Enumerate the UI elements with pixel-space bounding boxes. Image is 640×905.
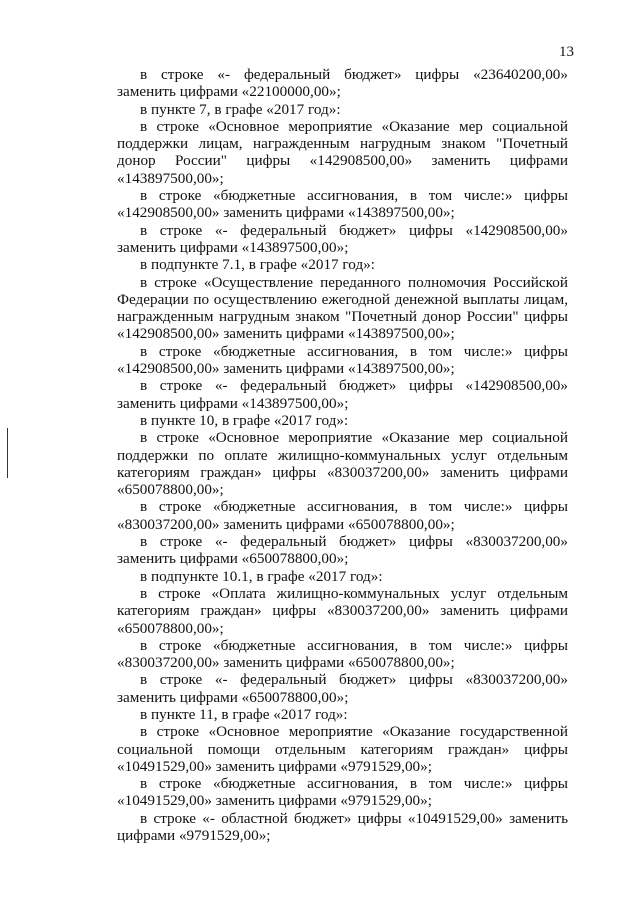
paragraph: в строке «- областной бюджет» цифры «10491529,00» заменить цифрами «9791529,00»;: [117, 809, 568, 845]
paragraph: в строке «- федеральный бюджет» цифры «142908500,00» заменить цифрами «143897500,00»;: [117, 377, 568, 412]
margin-mark: [7, 428, 8, 478]
page-number: 13: [559, 44, 574, 60]
paragraph: в подпункте 7.1, в графе «2017 год»:: [140, 256, 375, 274]
paragraph: в строке «бюджетные ассигнования, в том числе:» цифры «142908500,00» заменить цифрами «143897500,00»;: [117, 187, 568, 222]
paragraph: в пункте 10, в графе «2017 год»:: [140, 411, 349, 429]
paragraph: в строке «Основное мероприятие «Оказание мер социальной поддержки лицам, награжденным нагрудным знаком "Почетный донор России" цифры «142908500,00» заменить цифрами «143897500,00»;: [117, 117, 568, 187]
paragraph: в строке «- федеральный бюджет» цифры «23640200,00» заменить цифрами «22100000,00»;: [117, 66, 568, 101]
paragraph: в строке «бюджетные ассигнования, в том числе:» цифры «10491529,00» заменить цифрами «9791529,00»;: [117, 775, 568, 810]
paragraph: в строке «Оплата жилищно-коммунальных услуг отдельным категориям граждан» цифры «830037200,00» заменить цифрами «650078800,00»;: [117, 584, 568, 637]
paragraph: в строке «- федеральный бюджет» цифры «830037200,00» заменить цифрами «650078800,00»;: [117, 671, 568, 706]
paragraph: в строке «бюджетные ассигнования, в том числе:» цифры «142908500,00» заменить цифрами «143897500,00»;: [117, 342, 568, 378]
paragraph: в строке «бюджетные ассигнования, в том числе:» цифры «830037200,00» заменить цифрами «650078800,00»;: [117, 498, 568, 533]
paragraph: в строке «- федеральный бюджет» цифры «142908500,00» заменить цифрами «143897500,00»;: [117, 221, 568, 256]
paragraph: в подпункте 10.1, в графе «2017 год»:: [140, 567, 383, 585]
paragraph: в строке «Основное мероприятие «Оказание государственной социальной помощи отдельным категориям граждан» цифры «10491529,00» заменить цифрами «9791529,00»;: [117, 723, 568, 775]
paragraph: в строке «- федеральный бюджет» цифры «830037200,00» заменить цифрами «650078800,00»;: [117, 533, 568, 568]
document-body: [117, 66, 568, 844]
paragraph: в строке «бюджетные ассигнования, в том числе:» цифры «830037200,00» заменить цифрами «650078800,00»;: [117, 636, 568, 672]
paragraph: в пункте 11, в графе «2017 год»:: [140, 705, 348, 723]
paragraph: в строке «Основное мероприятие «Оказание мер социальной поддержки по оплате жилищно-коммунальных услуг отдельным категориям граждан» цифры «830037200,00» заменить цифрами «650078800,00»;: [117, 429, 568, 499]
paragraph: в строке «Осуществление переданного полномочия Российской Федерации по осуществлению ежегодной денежной выплаты лицам, награжденным нагрудным знаком "Почетный донор России" цифры «142908500,00» заменить цифрами «143897500,00»;: [117, 273, 568, 343]
paragraph: в пункте 7, в графе «2017 год»:: [140, 100, 341, 118]
